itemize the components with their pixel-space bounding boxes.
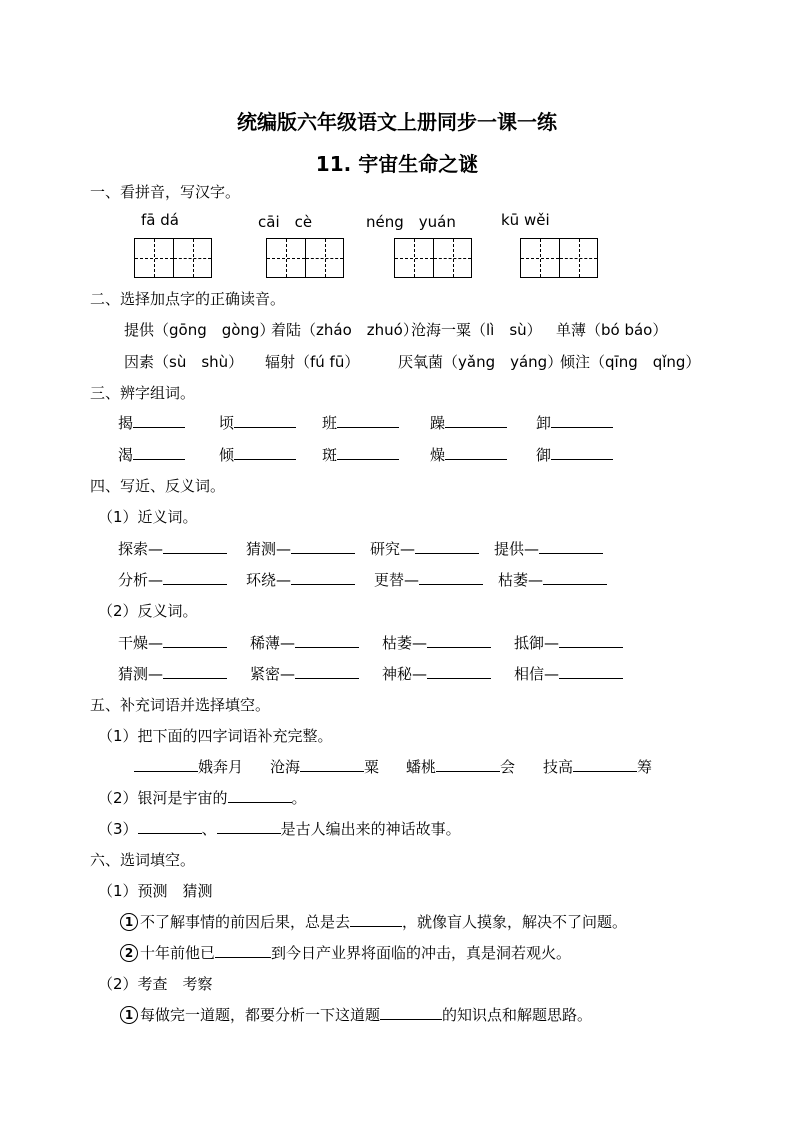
question-6-1-1: 1 不了解事情的前因后果，总是去 ，就像盲人摸象，解决不了问题。 [120,911,627,932]
answer-blank[interactable] [134,757,198,772]
word-item: 燥 [430,444,507,465]
reading-item: 厌氧菌（yǎng yáng） [398,353,563,371]
answer-blank[interactable] [295,664,359,679]
word-item: 倾 [219,444,296,465]
question-6-1-2: 2 十年前他已 到今日产业界将面临的冲击，真是洞若观火。 [120,942,571,963]
answer-blank[interactable] [138,819,202,834]
answer-blank[interactable] [427,633,491,648]
antonym-item: 猜测— [118,663,227,684]
subsection-word-choice-2: （2）考查 考察 [98,975,213,993]
answer-blank[interactable] [543,570,607,585]
idiom-item: 蟠桃 会 [406,758,516,776]
reading-item: 倾注（qīng qǐng） [560,353,701,371]
word-item: 躁 [430,412,507,433]
writing-grid-2[interactable] [266,238,344,278]
answer-blank[interactable] [291,539,355,554]
answer-blank[interactable] [551,445,613,460]
answer-blank[interactable] [163,570,227,585]
answer-blank[interactable] [163,633,227,648]
synonym-item: 猜测— [246,538,355,559]
answer-blank[interactable] [228,788,292,803]
idiom-item: 娥奔月 [134,756,243,777]
answer-blank[interactable] [217,819,281,834]
pinyin-2: cāi cè [258,213,313,231]
answer-blank[interactable] [573,757,637,772]
answer-blank[interactable] [295,633,359,648]
synonym-item: 枯萎— [498,569,607,590]
word-item: 班 [322,412,399,433]
answer-blank[interactable] [350,912,402,927]
answer-blank[interactable] [539,539,603,554]
antonym-item: 相信— [514,663,623,684]
question-6-2-1: 1 每做完一道题，都要分析一下这道题 的知识点和解题思路。 [120,1004,592,1025]
section-2-heading: 二、选择加点字的正确读音。 [90,290,286,308]
page-title: 统编版六年级语文上册同步一课一练 [237,110,557,134]
answer-blank[interactable] [559,664,623,679]
answer-blank[interactable] [436,757,500,772]
writing-grid-4[interactable] [520,238,598,278]
section-1-heading: 一、看拼音，写汉字。 [90,183,241,201]
synonym-item: 探索— [118,538,227,559]
answer-blank[interactable] [445,413,507,428]
answer-blank[interactable] [337,445,399,460]
answer-blank[interactable] [419,570,483,585]
answer-blank[interactable] [380,1005,442,1020]
synonym-item: 分析— [118,569,227,590]
idiom-item: 技高 筹 [543,758,653,776]
answer-blank[interactable] [163,539,227,554]
circled-number: 1 [120,1006,138,1024]
reading-item: 单薄（bó báo） [556,321,668,339]
subsection-idioms: （1）把下面的四字词语补充完整。 [98,727,333,745]
word-item: 斑 [322,444,399,465]
idiom-item: 沧海 粟 [270,758,380,776]
synonym-item: 更替— [374,569,483,590]
answer-blank[interactable] [163,664,227,679]
circled-number: 2 [120,944,138,962]
answer-blank[interactable] [133,445,185,460]
circled-number: 1 [120,913,138,931]
subsection-antonyms: （2）反义词。 [98,602,198,620]
answer-blank[interactable] [551,413,613,428]
synonym-item: 研究— [370,538,479,559]
reading-item: 沧海一粟（lì sù） [411,321,542,339]
answer-blank[interactable] [427,664,491,679]
word-item: 御 [536,444,613,465]
synonym-item: 提供— [494,538,603,559]
question-5-2: （2）银河是宇宙的 。 [98,789,307,807]
antonym-item: 干燥— [118,632,227,653]
reading-item: 着陆（zháo zhuó） [271,321,418,339]
answer-blank[interactable] [337,413,399,428]
word-item: 卸 [536,412,613,433]
reading-item: 因素（sù shù） [124,353,244,371]
answer-blank[interactable] [291,570,355,585]
section-4-heading: 四、写近、反义词。 [90,477,226,495]
answer-blank[interactable] [234,445,296,460]
pinyin-1: fā dá [141,211,179,229]
pinyin-4: kū wěi [501,211,550,229]
writing-grid-1[interactable] [134,238,212,278]
answer-blank[interactable] [215,943,271,958]
answer-blank[interactable] [133,413,185,428]
subsection-synonyms: （1）近义词。 [98,508,198,526]
pinyin-3: néng yuán [366,213,456,231]
antonym-item: 紧密— [250,663,359,684]
antonym-item: 抵御— [514,632,623,653]
question-5-3: （3） 、 是古人编出来的神话故事。 [98,820,461,838]
reading-item: 提供（gōng gòng） [124,321,275,339]
word-item: 渴 [118,444,185,465]
section-6-heading: 六、选词填空。 [90,851,196,869]
answer-blank[interactable] [300,757,364,772]
writing-grid-3[interactable] [394,238,472,278]
word-item: 顷 [219,412,296,433]
antonym-item: 稀薄— [250,632,359,653]
antonym-item: 枯萎— [382,632,491,653]
synonym-item: 环绕— [246,569,355,590]
answer-blank[interactable] [234,413,296,428]
answer-blank[interactable] [559,633,623,648]
answer-blank[interactable] [415,539,479,554]
word-item: 揭 [118,412,185,433]
answer-blank[interactable] [445,445,507,460]
antonym-item: 神秘— [382,663,491,684]
subsection-word-choice-1: （1）预测 猜测 [98,882,213,900]
lesson-title: 11. 宇宙生命之谜 [315,152,479,176]
reading-item: 辐射（fú fū） [265,353,360,371]
section-5-heading: 五、补充词语并选择填空。 [90,696,271,714]
section-3-heading: 三、辨字组词。 [90,384,196,402]
